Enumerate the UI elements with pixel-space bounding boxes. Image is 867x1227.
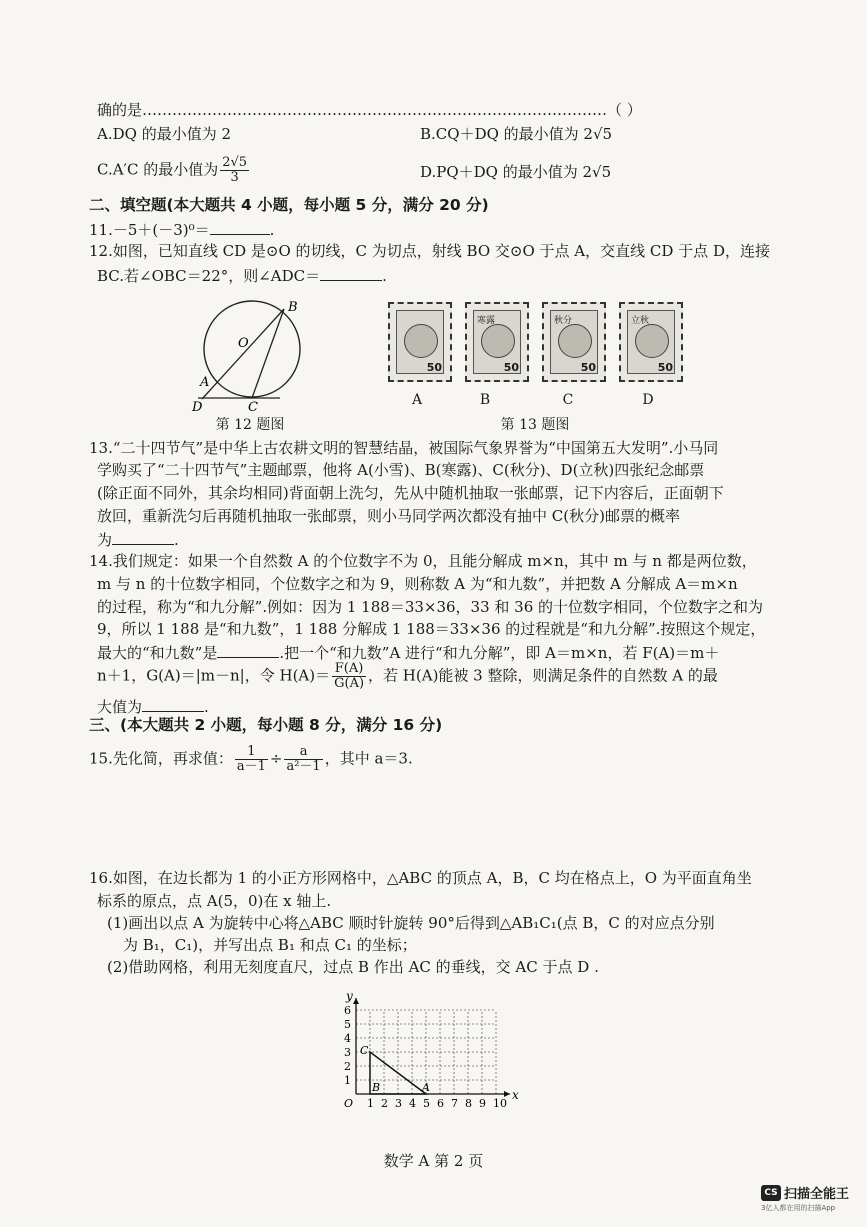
scanner-watermark: CS 扫描全能王 3亿人都在用的扫描App: [761, 1182, 849, 1213]
stamp-b: 寒露 50: [465, 302, 529, 382]
q10-option-c: C.A′C 的最小值为 $\frac{2√5}{3}$: [97, 155, 248, 185]
q14-line1: 14.我们规定：如果一个自然数 A 的个位数字不为 0，且能分解成 m×n，其中 m 与 n 都是两位数，: [89, 552, 757, 570]
ray-bd: [202, 309, 284, 399]
x-tick-label: 6: [437, 1097, 444, 1110]
stamp-letter-a: A: [411, 392, 423, 408]
stamp-art-icon: [481, 324, 515, 358]
answer-blank: [217, 641, 279, 658]
q12-caption: 第 12 题图: [215, 417, 285, 433]
q10-option-d: D.PQ＋DQ 的最小值为 2√5: [420, 163, 612, 181]
point-b-label: B: [372, 1081, 381, 1094]
y-axis-label: y: [346, 989, 353, 1003]
x-tick-label: 9: [479, 1097, 486, 1110]
q12-line2: BC.若∠OBC＝22°，则∠ADC＝ .: [97, 264, 387, 286]
x-tick-label: 5: [423, 1097, 430, 1110]
segment-bc: [252, 309, 284, 398]
label-a: A: [200, 375, 210, 390]
q10-option-a: A.DQ 的最小值为 2: [97, 125, 232, 143]
x-tick-label: 10: [493, 1097, 507, 1110]
y-tick-label: 1: [344, 1074, 351, 1087]
y-tick-label: 3: [344, 1046, 351, 1059]
q15: 15.先化简，再求值： $\frac{1}{a-1}$ ÷ $\frac{a}{\text{a²－1}}$ ，其中 a＝3.: [89, 744, 413, 774]
q14-line6: n＋1，G(A)＝|m－n|，令 H(A)＝ $\frac{F(A)}{G(A)}$ ，若 H(A)能被 3 整除，则满足条件的自然数 A 的最: [97, 661, 718, 691]
q10-option-b: B.CQ＋DQ 的最小值为 2√5: [420, 125, 613, 143]
section3-title: 三、(本大题共 2 小题，每小题 8 分，满分 16 分): [89, 716, 443, 734]
x-tick-label: 2: [381, 1097, 388, 1110]
origin-label: O: [344, 1097, 354, 1110]
stamp-letter-d: D: [642, 392, 654, 408]
q13-line4: 放回，重新洗匀后再随机抽取一张邮票，则小马同学两次都没有抽中 C(秋分)邮票的概率: [97, 507, 680, 525]
y-tick-label: 5: [344, 1018, 351, 1031]
stamp-art-icon: [635, 324, 669, 358]
x-axis-label: x: [512, 1088, 519, 1102]
circle-o: [204, 301, 300, 397]
q13-caption: 第 13 题图: [500, 417, 570, 433]
stamp-c: 秋分 50: [542, 302, 606, 382]
y-tick-label: 2: [344, 1060, 351, 1073]
answer-blank: [210, 218, 270, 235]
answer-blank: [320, 264, 382, 281]
q14-line4: 9，所以 1 188 是“和九数”，1 188 分解成 1 188＝33×36 的过程就是“和九分解”.按照这个规定，: [97, 620, 766, 638]
y-tick-label: 6: [344, 1004, 351, 1017]
y-axis-arrow: [353, 998, 359, 1004]
point-c-label: C: [360, 1044, 369, 1057]
q12-figure: [180, 295, 320, 415]
label-o: O: [238, 336, 249, 351]
stamp-art-icon: [558, 324, 592, 358]
answer-blank: [112, 528, 174, 545]
q13-line3: (除正面不同外，其余均相同)背面朝上洗匀，先从中随机抽取一张邮票，记下内容后，正面朝下: [97, 484, 724, 502]
q11: 11.－5＋(－3)⁰＝ .: [89, 218, 274, 240]
q16-line2: 标系的原点，点 A(5，0)在 x 轴上.: [97, 892, 332, 910]
q14-line2: m 与 n 的十位数字相同，个位数字之和为 9，则称数 A 为“和九数”，并把数 A 分解成 A＝m×n: [97, 575, 738, 593]
x-tick-label: 1: [367, 1097, 374, 1110]
q12-line1: 12.如图，已知直线 CD 是⊙O 的切线，C 为切点，射线 BO 交⊙O 于点 A，交直线 CD 于点 D，连接: [89, 242, 770, 260]
q16-line1: 16.如图，在边长都为 1 的小正方形网格中，△ABC 的顶点 A，B，C 均在格点上，O 为平面直角坐: [89, 869, 752, 887]
q14-line7: 大值为 .: [97, 695, 209, 717]
stamp-a: 50: [388, 302, 452, 382]
label-c: C: [248, 400, 258, 415]
stamp-art-icon: [404, 324, 438, 358]
stamp-d: 立秋 50: [619, 302, 683, 382]
x-tick-label: 4: [409, 1097, 416, 1110]
stamp-letter-b: B: [479, 392, 491, 408]
page-footer: 数学 A 第 2 页: [383, 1152, 484, 1170]
stamp-letter-c: C: [562, 392, 574, 408]
y-tick-label: 4: [344, 1032, 351, 1045]
x-tick-label: 8: [465, 1097, 472, 1110]
label-b: B: [288, 300, 298, 315]
q13-line5: 为 .: [97, 528, 179, 550]
cs-logo-icon: CS: [761, 1185, 781, 1201]
q10-stem-tail: 确的是…………………………………………………………………………………（ ）: [97, 101, 642, 119]
x-tick-label: 7: [451, 1097, 458, 1110]
label-d: D: [192, 400, 203, 415]
q14-line3: 的过程，称为“和九分解”.例如：因为 1 188＝33×36，33 和 36 的十位数字相同，个位数字之和为: [97, 598, 764, 616]
q16-line5: (2)借助网格，利用无刻度直尺，过点 B 作出 AC 的垂线，交 AC 于点 D .: [107, 958, 599, 976]
answer-blank: [142, 695, 204, 712]
x-tick-label: 3: [395, 1097, 402, 1110]
q14-line5: 最大的“和九数”是 .把一个“和九数”A 进行“和九分解”，即 A＝m×n，若 F(A)＝m＋: [97, 641, 719, 663]
q13-line1: 13.“二十四节气”是中华上古农耕文明的智慧结晶，被国际气象界誉为“中国第五大发明”.小马同: [89, 439, 719, 457]
point-a-label: A: [422, 1081, 430, 1094]
q16-line4: 为 B₁，C₁)，并写出点 B₁ 和点 C₁ 的坐标；: [123, 936, 417, 954]
q13-line2: 学购买了“二十四节气”主题邮票，他将 A(小雪)、B(寒露)、C(秋分)、D(立秋)四张纪念邮票: [97, 461, 705, 479]
coordinate-grid: [330, 980, 540, 1110]
section2-title: 二、填空题(本大题共 4 小题，每小题 5 分，满分 20 分): [89, 196, 489, 214]
q16-line3: (1)画出以点 A 为旋转中心将△ABC 顺时针旋转 90°后得到△AB₁C₁(点 B，C 的对应点分别: [107, 914, 715, 932]
